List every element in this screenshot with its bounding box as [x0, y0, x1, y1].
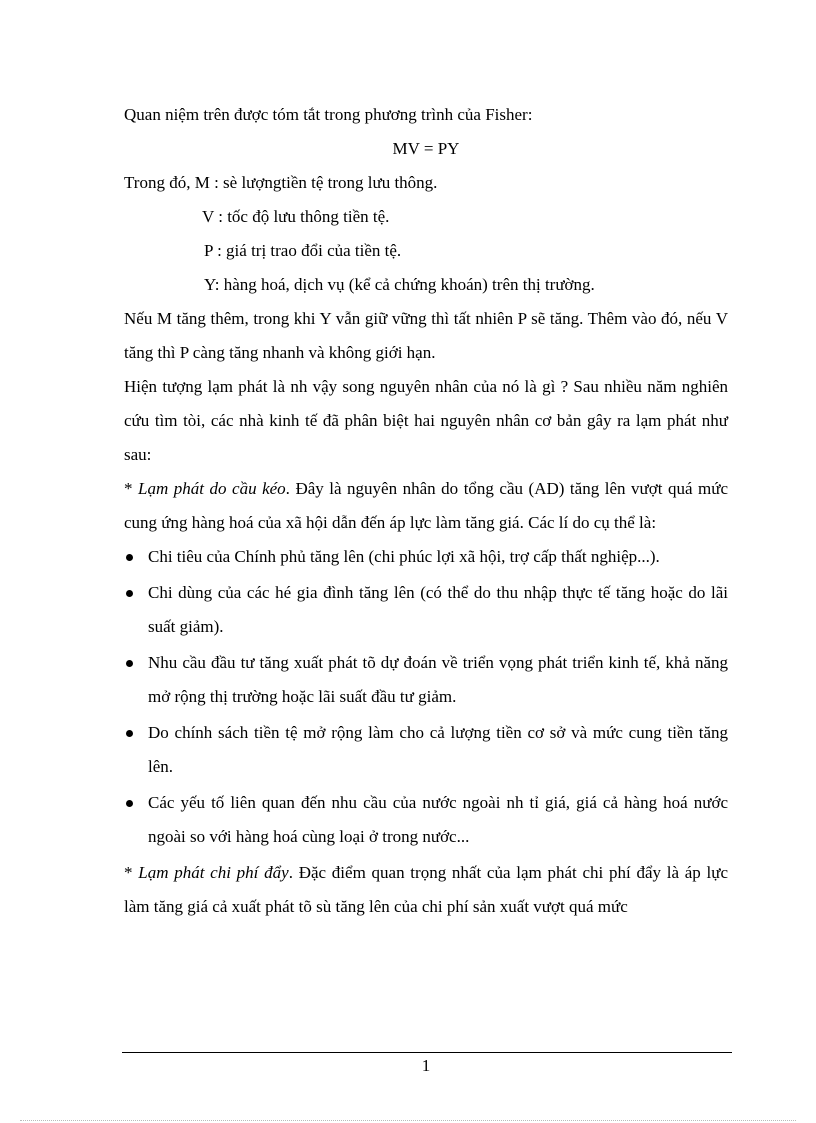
demand-pull-paragraph [124, 472, 728, 540]
page-bottom-border [20, 1120, 796, 1121]
list-item: Do chính sách tiền tệ mở rộng làm cho cả lượng tiền cơ sở và mức cung tiền tăng lên. [124, 716, 728, 784]
list-item: Chi dùng của các hé gia đình tăng lên (có thể do thu nhập thực tế tăng hoặc do lãi suất giảm). [124, 576, 728, 644]
cost-push-paragraph [124, 856, 728, 924]
definition-p: P : giá trị trao đổi của tiền tệ. [204, 241, 402, 260]
demand-pull-title: Lạm phát do cầu kéo [138, 479, 286, 498]
list-item: Các yếu tố liên quan đến nhu cầu của nước ngoài nh tỉ giá, giá cả hàng hoá nước ngoài so với hàng hoá cùng loại ở trong nước... [124, 786, 728, 854]
definition-y: Y: hàng hoá, dịch vụ (kể cả chứng khoán) trên thị trường. [204, 275, 595, 294]
paragraph-2: Hiện tượng lạm phát là nh vậy song nguyên nhân của nó là gì ? Sau nhiều năm nghiên cứu tìm tòi, các nhà kinh tế đã phân biệt hai nguyên nhân cơ bản gây ra lạm phát như sau: [124, 377, 728, 464]
bullet-icon [126, 800, 133, 807]
cost-push-text: . Đặc điểm quan trọng nhất của lạm phát chi phí đẩy là áp lực làm tăng giá cả xuất phát tõ sù tăng lên của chi phí sản xuất vượt quá mức [124, 863, 729, 916]
bullet-icon [126, 590, 133, 597]
bullet-icon [126, 554, 133, 561]
paragraph-1: Nếu M tăng thêm, trong khi Y vẫn giữ vững thì tất nhiên P sẽ tăng. Thêm vào đó, nếu V tăng thì P càng tăng nhanh và không giới hạn. [124, 309, 728, 362]
page-number: 1 [421, 1056, 431, 1075]
intro-line: Quan niệm trên được tóm tắt trong phương trình của Fisher: [124, 105, 533, 124]
footer-divider [122, 1052, 732, 1053]
demand-pull-prefix: * [124, 479, 139, 498]
bullet-icon [126, 730, 133, 737]
list-item: Nhu cầu đầu tư tăng xuất phát tõ dự đoán về triển vọng phát triển kinh tế, khả năng mở rộng thị trường hoặc lãi suất đầu tư giảm. [124, 646, 728, 714]
definition-v: V : tốc độ lưu thông tiền tệ. [202, 207, 390, 226]
bullet-icon [126, 660, 133, 667]
list-item: Chi tiêu của Chính phủ tăng lên (chi phúc lợi xã hội, trợ cấp thất nghiệp...). [124, 540, 728, 574]
fisher-equation: MV = PY [392, 139, 460, 158]
definition-m: Trong đó, M : sè lượngtiền tệ trong lưu thông. [124, 173, 438, 192]
cost-push-prefix: * [124, 863, 139, 882]
cause-list [124, 540, 728, 854]
demand-pull-text: . Đây là nguyên nhân do tổng cầu (AD) tăng lên vượt quá mức cung ứng hàng hoá của xã hội dẫn đến áp lực làm tăng giá. Các lí do cụ thể là: [124, 479, 728, 532]
body-text [124, 98, 728, 924]
cost-push-title: Lạm phát chi phí đẩy [138, 863, 289, 882]
